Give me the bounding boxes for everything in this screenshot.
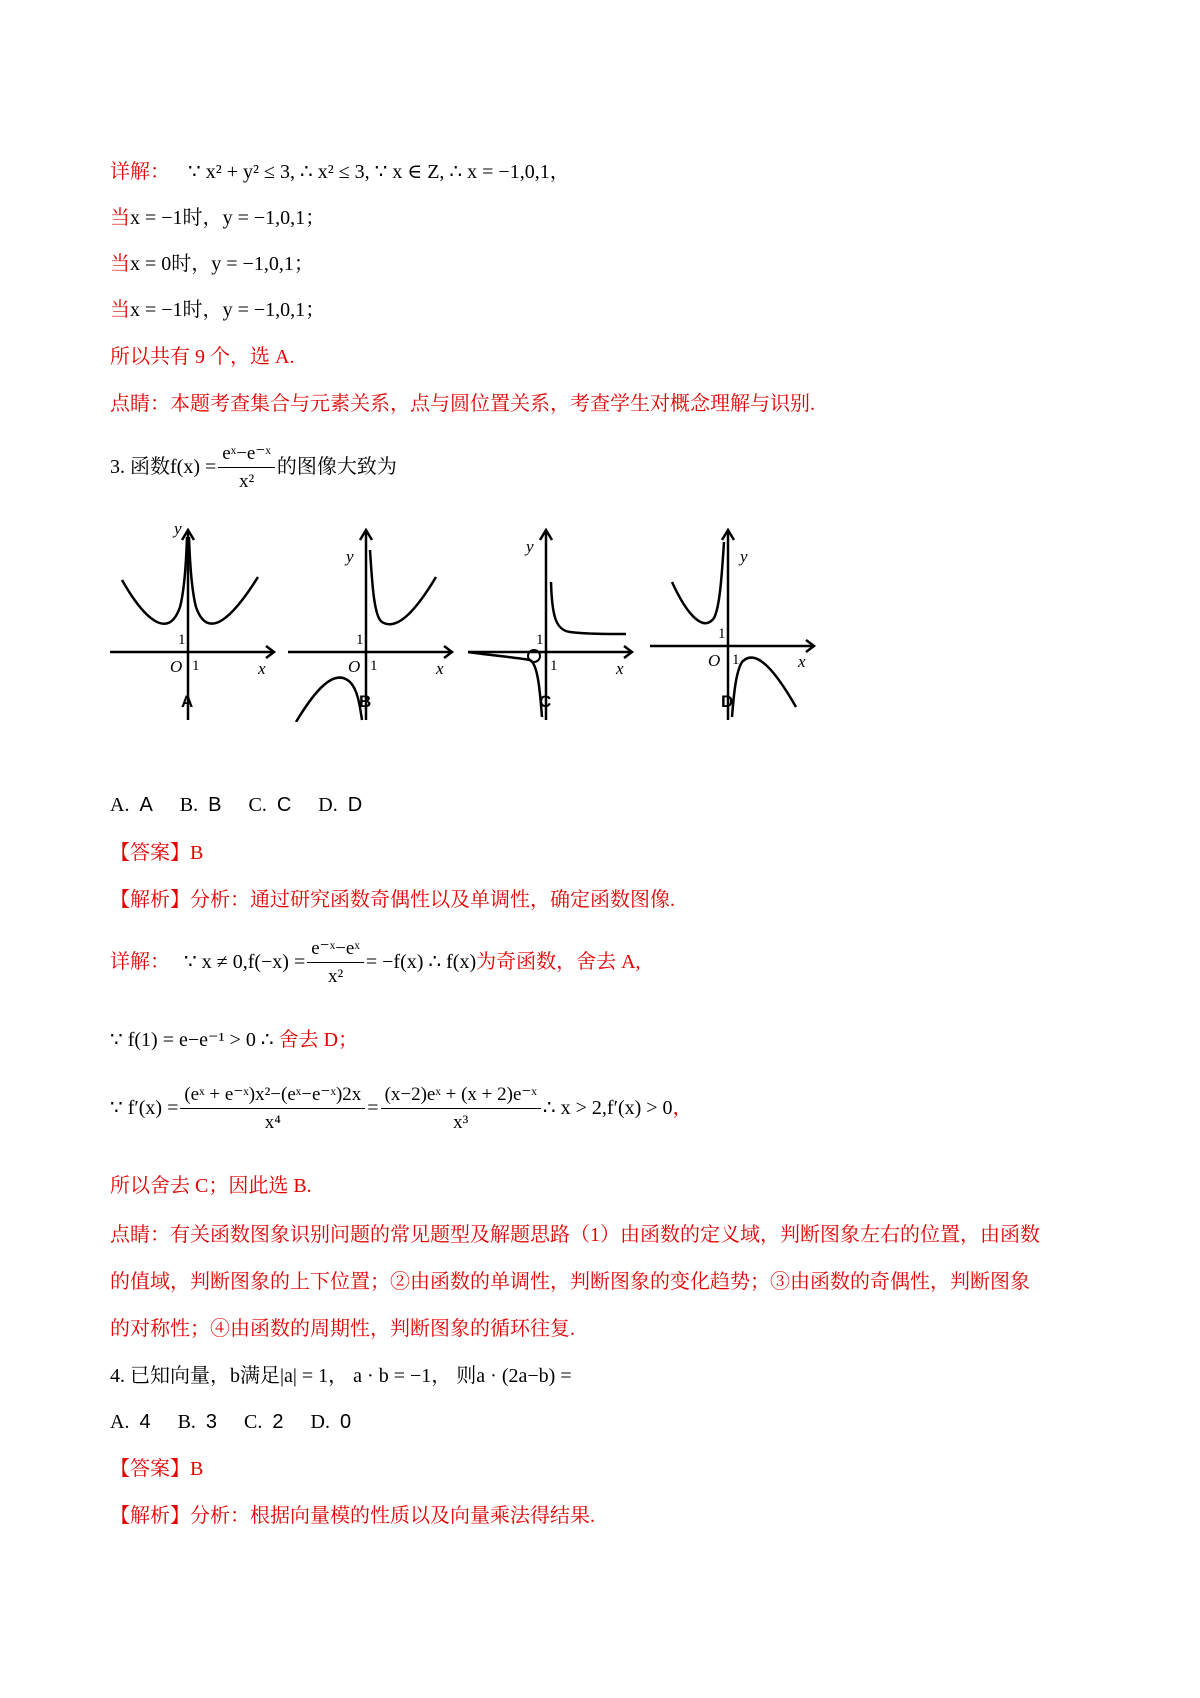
detail1-fraction: $\frac{\text{e⁻ˣ−eˣ}}{\text{x²}}$ — [307, 936, 364, 991]
q2-detail-line — [110, 160, 570, 184]
q4-answer: 【答案】B — [110, 1458, 204, 1480]
q3-comment-line-2: 的值域，判断图象的上下位置；②由函数的单调性，判断图象的变化趋势；③由函数的奇偶性，判断图象 — [110, 1271, 1030, 1293]
x-tick-1: 1 — [732, 652, 740, 668]
x-label: x — [616, 659, 624, 678]
y-label: y — [346, 547, 354, 566]
curve-left — [122, 537, 187, 624]
q4-analysis: 【解析】分析：根据向量模的性质以及向量乘法得结果. — [110, 1505, 595, 1527]
x-label: x — [798, 652, 806, 671]
option-b: B. B — [179, 794, 222, 816]
q3-options — [110, 793, 362, 817]
q4-options — [110, 1410, 351, 1434]
x-tick-1: 1 — [550, 658, 558, 674]
graph-a-caption: A — [181, 692, 194, 711]
q2-case-line-2: 当x = 0时，y = −1,0,1； — [110, 253, 314, 275]
curve-right — [732, 658, 796, 717]
option-c: C. C — [248, 794, 292, 816]
origin-label: O — [170, 657, 183, 676]
option-b: B. 3 — [177, 1411, 218, 1433]
q2-conclusion: 所以共有 9 个，选 A. — [110, 346, 295, 368]
graph-b-caption: B — [359, 692, 372, 711]
graph-a — [108, 522, 278, 722]
graph-c-caption: C — [539, 692, 552, 711]
x-label: x — [436, 659, 444, 678]
curve-right — [370, 550, 436, 624]
graph-d-caption: D — [721, 692, 734, 711]
derivative-fraction-1: $\frac{\text{(eˣ + e⁻ˣ)x²−(eˣ−e⁻ˣ)2x}}{\text{x⁴}}$ — [180, 1082, 365, 1137]
derivative-fraction-2: $\frac{\text{(x−2)eˣ + (x + 2)e⁻ˣ}}{\text{x³}}$ — [381, 1082, 541, 1137]
q2-case-line-1: 当x = −1时，y = −1,0,1； — [110, 207, 326, 229]
option-c: C. 2 — [244, 1411, 284, 1433]
q3-stem-fraction: $\frac{\text{eˣ−e⁻ˣ}}{\text{x²}}$ — [218, 441, 275, 496]
detail-math: ∵ x² + y² ≤ 3, ∴ x² ≤ 3, ∵ x ∈ Z, ∴ x = −1,0,1， — [188, 161, 570, 183]
origin-label: O — [348, 657, 361, 676]
q4-stem: 4. 已知向量，b满足|a| = 1， a · b = −1， 则a · (2a−b) = — [110, 1365, 572, 1387]
graph-d — [648, 522, 818, 722]
detail-label: 详解： — [110, 161, 170, 183]
q2-comment: 点睛：本题考查集合与元素关系，点与圆位置关系，考查学生对概念理解与识别. — [110, 393, 815, 415]
q3-conclusion: 所以舍去 C；因此选 B. — [110, 1175, 312, 1197]
origin-label: O — [708, 651, 721, 670]
q3-analysis: 【解析】分析：通过研究函数奇偶性以及单调性，确定函数图像. — [110, 889, 675, 911]
x-tick-1: 1 — [192, 658, 200, 674]
curve-left — [296, 678, 362, 722]
graph-b — [286, 522, 456, 722]
x-label: x — [258, 659, 266, 678]
curve-left — [672, 542, 724, 623]
option-a: A. 4 — [110, 1411, 151, 1433]
q3-detail-line-1: 详解： ∵ x ≠ 0,f(−x) = $\frac{\text{e⁻ˣ−eˣ}}{\text{x²}}$ = −f(x) ∴ f(x)为奇函数，舍去 A, — [110, 932, 641, 996]
q3-comment-line-1: 点睛：有关函数图象识别问题的常见题型及解题思路（1）由函数的定义域，判断图象左右的位置，由函数 — [110, 1224, 1040, 1246]
y-label: y — [526, 537, 534, 556]
q3-comment-line-3: 的对称性；④由函数的周期性，判断图象的循环往复. — [110, 1318, 575, 1340]
y-tick-1: 1 — [178, 632, 186, 648]
option-a: A. A — [110, 794, 153, 816]
q3-stem: 3. 函数f(x) = $\frac{\text{eˣ−e⁻ˣ}}{\text{x²}}$ 的图像大致为 — [110, 437, 397, 501]
q3-detail-line-2: ∵ f(1) = e−e⁻¹ > 0 ∴ 舍去 D； — [110, 1029, 359, 1051]
graph-c — [466, 522, 636, 722]
y-tick-1: 1 — [718, 626, 726, 642]
y-tick-1: 1 — [356, 632, 364, 648]
curve-right — [189, 537, 258, 624]
option-d: D. 0 — [310, 1411, 352, 1433]
q2-case-line-3: 当x = −1时，y = −1,0,1； — [110, 299, 326, 321]
curve-right — [551, 582, 626, 634]
y-tick-1: 1 — [536, 632, 544, 648]
y-label: y — [740, 547, 748, 566]
y-label: y — [174, 522, 182, 538]
x-tick-1: 1 — [370, 658, 378, 674]
q3-detail-line-3: ∵ f′(x) = $\frac{\text{(eˣ + e⁻ˣ)x²−(eˣ−e⁻ˣ)2x}}{\text{x⁴}}$ = $\frac{\text{(x−2)eˣ + (x + 2)e⁻ˣ}}{\text{x³}}$ ∴ x > 2,f′(x) > 0， — [110, 1078, 693, 1142]
q3-answer: 【答案】B — [110, 842, 204, 864]
option-d: D. D — [318, 794, 363, 816]
